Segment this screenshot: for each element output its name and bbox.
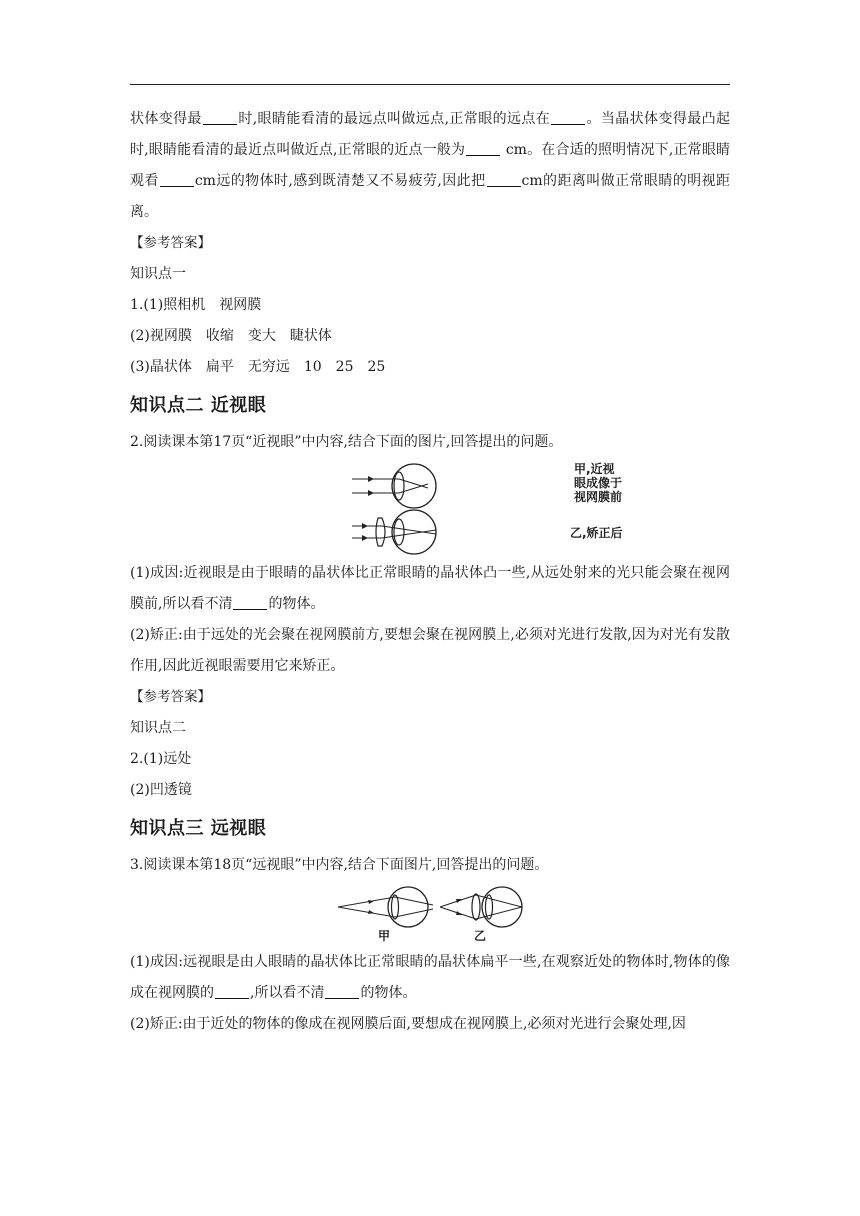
section2-correction: (2)矫正:由于远处的光会聚在视网膜前方,要想会聚在视网膜上,必须对光进行发散,因为对光有发散作用,因此近视眼需要用它来矫正。 — [130, 627, 730, 674]
answer-section-2: 知识点二 — [130, 720, 186, 736]
section2-cause: (1)成因:近视眼是由于眼睛的晶状体比正常眼睛的晶状体凸一些,从远处射来的光只能会聚在视网膜前,所以看不清 的物体。 — [130, 565, 730, 612]
hyperopia-eye-diagram — [338, 883, 538, 945]
figure-label: 视网膜前 — [574, 490, 623, 504]
answer-blank — [215, 984, 249, 999]
answer-blank — [160, 172, 194, 187]
answer-blank — [487, 172, 521, 187]
section2-question: 2.阅读课本第17页“近视眼”中内容,结合下面的图片,回答提出的问题。 — [130, 434, 563, 450]
page-content — [130, 104, 730, 1040]
section2-heading: 知识点二 近视眼 — [130, 395, 267, 416]
answer-blank — [325, 984, 359, 999]
header-rule — [130, 84, 730, 85]
figure-label: 眼成像于 — [574, 476, 623, 490]
answer-blank — [203, 110, 237, 125]
answer2-line2: (2)凹透镜 — [130, 782, 192, 798]
answer-title-2: 【参考答案】 — [130, 689, 211, 705]
answer-section-1: 知识点一 — [130, 266, 186, 282]
section3-correction: (2)矫正:由于近处的物体的像成在视网膜后面,要想成在视网膜上,必须对光进行会聚处理,因 — [130, 1016, 686, 1032]
answer-blank — [466, 141, 500, 156]
figure-label: 甲 — [378, 929, 391, 943]
hyperopia-figure — [130, 883, 730, 945]
myopia-figure — [130, 460, 730, 556]
answer1-line3: (3)晶状体 扁平 无穷远 10 25 25 — [130, 359, 386, 375]
section3-question: 3.阅读课本第18页“远视眼”中内容,结合下面图片,回答提出的问题。 — [130, 857, 549, 873]
intro-paragraph: 状体变得最 时,眼睛能看清的最远点叫做远点,正常眼的远点在 。当晶状体变得最凸起时,眼睛能看清的最近点叫做近点,正常眼的近点一般为 cm。在合适的照明情况下,正常眼睛观看 cm远的物体时,感到既清楚又不易疲劳,因此把 cm的距离叫做正常眼睛的明视距离。 — [130, 111, 730, 220]
myopia-eye-diagram — [352, 460, 532, 556]
answer-title-1: 【参考答案】 — [130, 235, 211, 251]
figure-label: 乙,矫正后 — [570, 526, 623, 540]
figure-label: 甲,近视 — [574, 462, 615, 476]
answer-blank — [233, 595, 267, 610]
answer1-line2: (2)视网膜 收缩 变大 睫状体 — [130, 328, 332, 344]
answer2-line1: 2.(1)远处 — [130, 751, 192, 767]
section3-heading: 知识点三 远视眼 — [130, 818, 267, 839]
answer-blank — [551, 110, 585, 125]
section3-cause: (1)成因:远视眼是由人眼睛的晶状体比正常眼睛的晶状体扁平一些,在观察近处的物体时,物体的像成在视网膜的 ,所以看不清 的物体。 — [130, 954, 730, 1001]
answer1-line1: 1.(1)照相机 视网膜 — [130, 297, 262, 313]
figure-label: 乙 — [474, 929, 487, 943]
